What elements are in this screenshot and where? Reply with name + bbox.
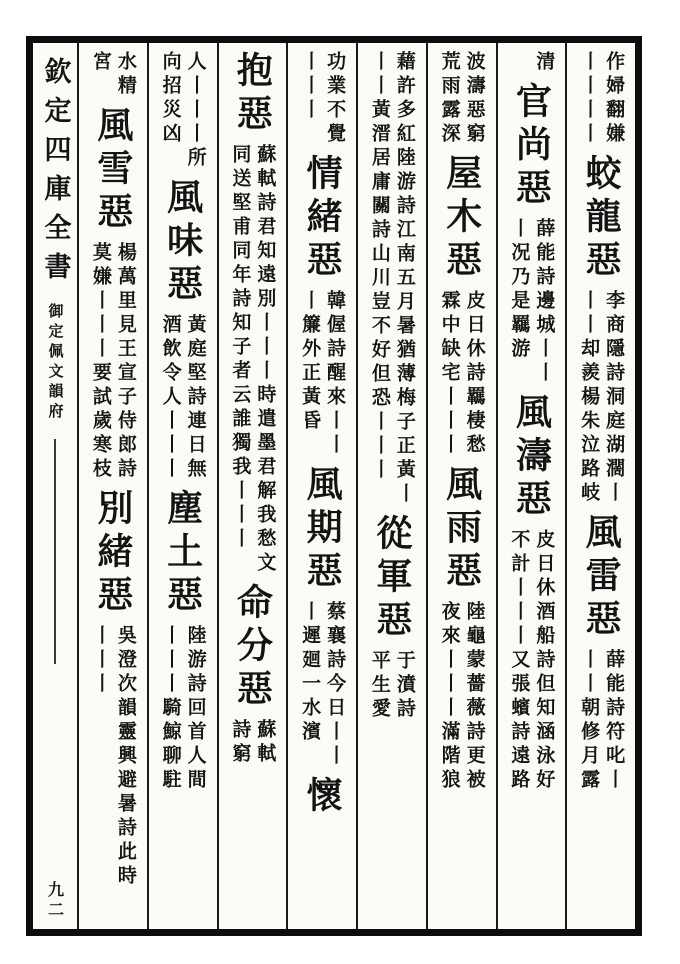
text-column-4	[356, 43, 426, 929]
text-column-3	[426, 43, 496, 929]
annotation-block	[158, 625, 208, 793]
annotation-left-line: 丨丨丨	[299, 51, 322, 123]
annotation-block	[158, 314, 208, 482]
annotation-left-line: 宮	[89, 51, 112, 75]
entry-headword: 懷	[301, 776, 344, 819]
annotation-left-line: 丨况乃是羈游	[508, 218, 531, 362]
annotation-right-line: 薛能詩符叱丨	[603, 649, 626, 793]
entry-headword: 官尚惡	[510, 82, 553, 211]
entry-headword: 屋木惡	[440, 154, 483, 283]
annotation-block	[506, 529, 556, 793]
annotation-block	[158, 51, 208, 171]
annotation-right-line: 作婦翻嫌	[603, 51, 626, 147]
annotation-right-line: 皮日休酒船詩但知涵泳好	[533, 529, 556, 793]
annotation-right-line: 波濤惡窮	[463, 51, 486, 147]
spine-column	[33, 43, 77, 929]
entry-headword: 風雨惡	[440, 465, 483, 594]
annotation-left-line: 丨丨丨	[89, 625, 112, 697]
annotation-right-line: 功業不覺	[324, 51, 347, 147]
annotation-left-line: 丨丨丨騎鯨聊駐	[159, 625, 182, 793]
annotation-block	[297, 290, 347, 458]
annotation-right-line: 韓偓詩醒來丨丨	[324, 290, 347, 458]
annotation-left-line: 霖中缺宅丨丨丨	[438, 290, 461, 458]
annotation-right-line: 水精	[114, 51, 137, 99]
annotation-right-line: 李商隱詩洞庭湖濶丨	[603, 290, 626, 506]
annotation-block	[297, 51, 347, 147]
entry-headword: 塵土惡	[161, 489, 204, 618]
entry-headword: 風濤惡	[510, 393, 553, 522]
annotation-block	[367, 650, 417, 722]
text-column-7	[147, 43, 217, 929]
annotation-block	[88, 625, 138, 889]
entry-headword: 命分惡	[231, 583, 274, 712]
text-column-2	[496, 43, 566, 929]
annotation-block	[297, 601, 347, 769]
annotation-left-line: 丨遲廻一水濱	[299, 601, 322, 745]
annotation-left-line: 丨簾外正黃昏	[299, 290, 322, 434]
annotation-left-line: 丨丨却羨楊朱泣路岐	[578, 290, 601, 506]
annotation-left-line: 酒飲令人丨丨丨	[159, 314, 182, 482]
entry-headword: 風雪惡	[91, 106, 134, 235]
annotation-left-line: 丨丨朝修月露	[578, 649, 601, 793]
entry-headword: 風味惡	[161, 178, 204, 307]
annotation-left-line: 不計丨丨丨又張蠙詩遠路	[508, 529, 531, 793]
annotation-block	[88, 242, 138, 482]
annotation-right-line: 藉許多紅陸游詩江南五月暑猶薄梅子正黃丨	[393, 51, 416, 507]
text-column-8	[77, 43, 147, 929]
annotation-block	[227, 144, 277, 576]
annotation-right-line: 吳澄次韻靈興避暑詩此時	[114, 625, 137, 889]
annotation-block	[227, 719, 277, 767]
text-column-1	[565, 43, 635, 929]
entry-headword: 蛟龍惡	[580, 154, 623, 283]
annotation-block	[576, 51, 626, 147]
annotation-right-line: 清	[533, 51, 556, 75]
page-frame	[26, 36, 642, 936]
annotation-block	[506, 51, 556, 75]
annotation-left-line: 丨丨黃溍居庸關詩山川豈不好但恐丨丨丨	[368, 51, 391, 483]
annotation-block	[506, 218, 556, 386]
annotation-left-line: 詩窮	[229, 719, 252, 767]
annotation-right-line: 黃庭堅詩連日無	[184, 314, 207, 482]
annotation-left-line: 丨丨丨丨	[578, 51, 601, 147]
annotation-right-line: 于濆詩	[393, 650, 416, 722]
annotation-left-line: 同送堅甫同年詩知子者云誰獨我丨丨丨	[229, 144, 252, 552]
entry-headword: 情緒惡	[301, 154, 344, 283]
series-title: 欽定四庫全書	[39, 57, 71, 291]
annotation-left-line: 莫嫌丨丨丨要試歲寒枝	[89, 242, 112, 482]
text-column-6	[217, 43, 287, 929]
annotation-left-line: 夜來丨丨丨滿階狼	[438, 601, 461, 793]
folio-number: 九二	[45, 881, 65, 921]
text-column-5	[286, 43, 356, 929]
annotation-block	[437, 601, 487, 793]
annotation-right-line: 楊萬里見王宣子侍郎詩	[114, 242, 137, 482]
annotation-right-line: 蘇軾詩君知遠別丨丨丨時遣墨君解我愁文	[254, 144, 277, 576]
annotation-block	[367, 51, 417, 507]
annotation-left-line: 向招災凶	[159, 51, 182, 147]
entry-headword: 抱惡	[231, 51, 274, 137]
annotation-left-line	[506, 51, 531, 75]
annotation-block	[437, 290, 487, 458]
annotation-block	[88, 51, 138, 99]
annotation-block	[576, 290, 626, 506]
book-title: 御定佩文韻府	[46, 303, 65, 423]
annotation-right-line: 人丨丨丨所	[184, 51, 207, 171]
fold-line	[54, 439, 56, 664]
annotation-right-line: 皮日休詩羈棲愁	[463, 290, 486, 458]
annotation-right-line: 薛能詩邊城丨丨	[533, 218, 556, 386]
annotation-right-line: 陸龜蒙薔薇詩更被	[463, 601, 486, 793]
annotation-block	[576, 649, 626, 793]
annotation-left-line: 平生愛	[368, 650, 391, 722]
entry-headword: 別緒惡	[91, 489, 134, 618]
annotation-right-line: 陸游詩回首人間	[184, 625, 207, 793]
annotation-right-line: 蔡襄詩今日丨丨	[324, 601, 347, 769]
annotation-right-line: 蘇軾	[254, 719, 277, 767]
annotation-left-line: 荒雨露深	[438, 51, 461, 147]
annotation-block	[437, 51, 487, 147]
entry-headword: 從軍惡	[370, 514, 413, 643]
entry-headword: 風雷惡	[580, 513, 623, 642]
entry-headword: 風期惡	[301, 465, 344, 594]
